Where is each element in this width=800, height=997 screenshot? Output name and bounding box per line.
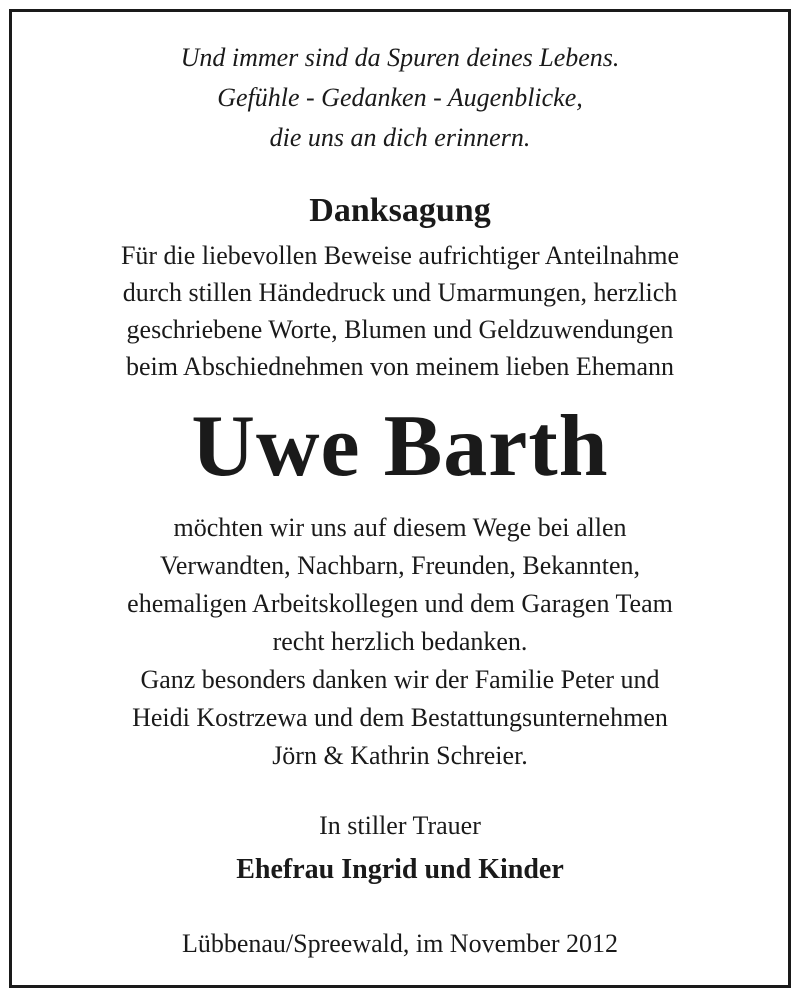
mourning-text: In stiller Trauer (319, 811, 481, 840)
intro-line: beim Abschiednehmen von meinem lieben Ehemann (125, 352, 675, 381)
heading: Danksagung (309, 192, 491, 229)
intro-line: geschriebene Worte, Blumen und Geldzuwendungen (126, 315, 674, 344)
deceased-name: Uwe Barth (191, 398, 609, 495)
thanks-line: Jörn & Kathrin Schreier. (272, 741, 528, 770)
place-date: Lübbenau/Spreewald, im November 2012 (181, 929, 619, 958)
notice-frame (9, 9, 791, 988)
thanks-line: Ganz besonders danken wir der Familie Peter und (140, 665, 660, 694)
intro-line: Für die liebevollen Beweise aufrichtiger Anteilnahme (120, 241, 680, 270)
intro-line: durch stillen Händedruck und Umarmungen, herzlich (122, 278, 678, 307)
thanks-line: ehemaligen Arbeitskollegen und dem Garagen Team (127, 589, 673, 618)
thanks-line: möchten wir uns auf diesem Wege bei allen (173, 513, 627, 542)
family-signature: Ehefrau Ingrid und Kinder (236, 854, 564, 885)
verse-line: die uns an dich erinnern. (269, 123, 531, 152)
verse-block (12, 38, 788, 158)
verse-line: Und immer sind da Spuren deines Lebens. (180, 43, 620, 72)
thanks-line: Heidi Kostrzewa und dem Bestattungsunternehmen (132, 703, 668, 732)
thanks-line: Verwandten, Nachbarn, Freunden, Bekannten, (159, 551, 641, 580)
thanks-line: recht herzlich bedanken. (272, 627, 528, 656)
intro-block (12, 237, 788, 385)
thanks-block (12, 509, 788, 775)
verse-line: Gefühle - Gedanken - Augenblicke, (217, 83, 583, 112)
